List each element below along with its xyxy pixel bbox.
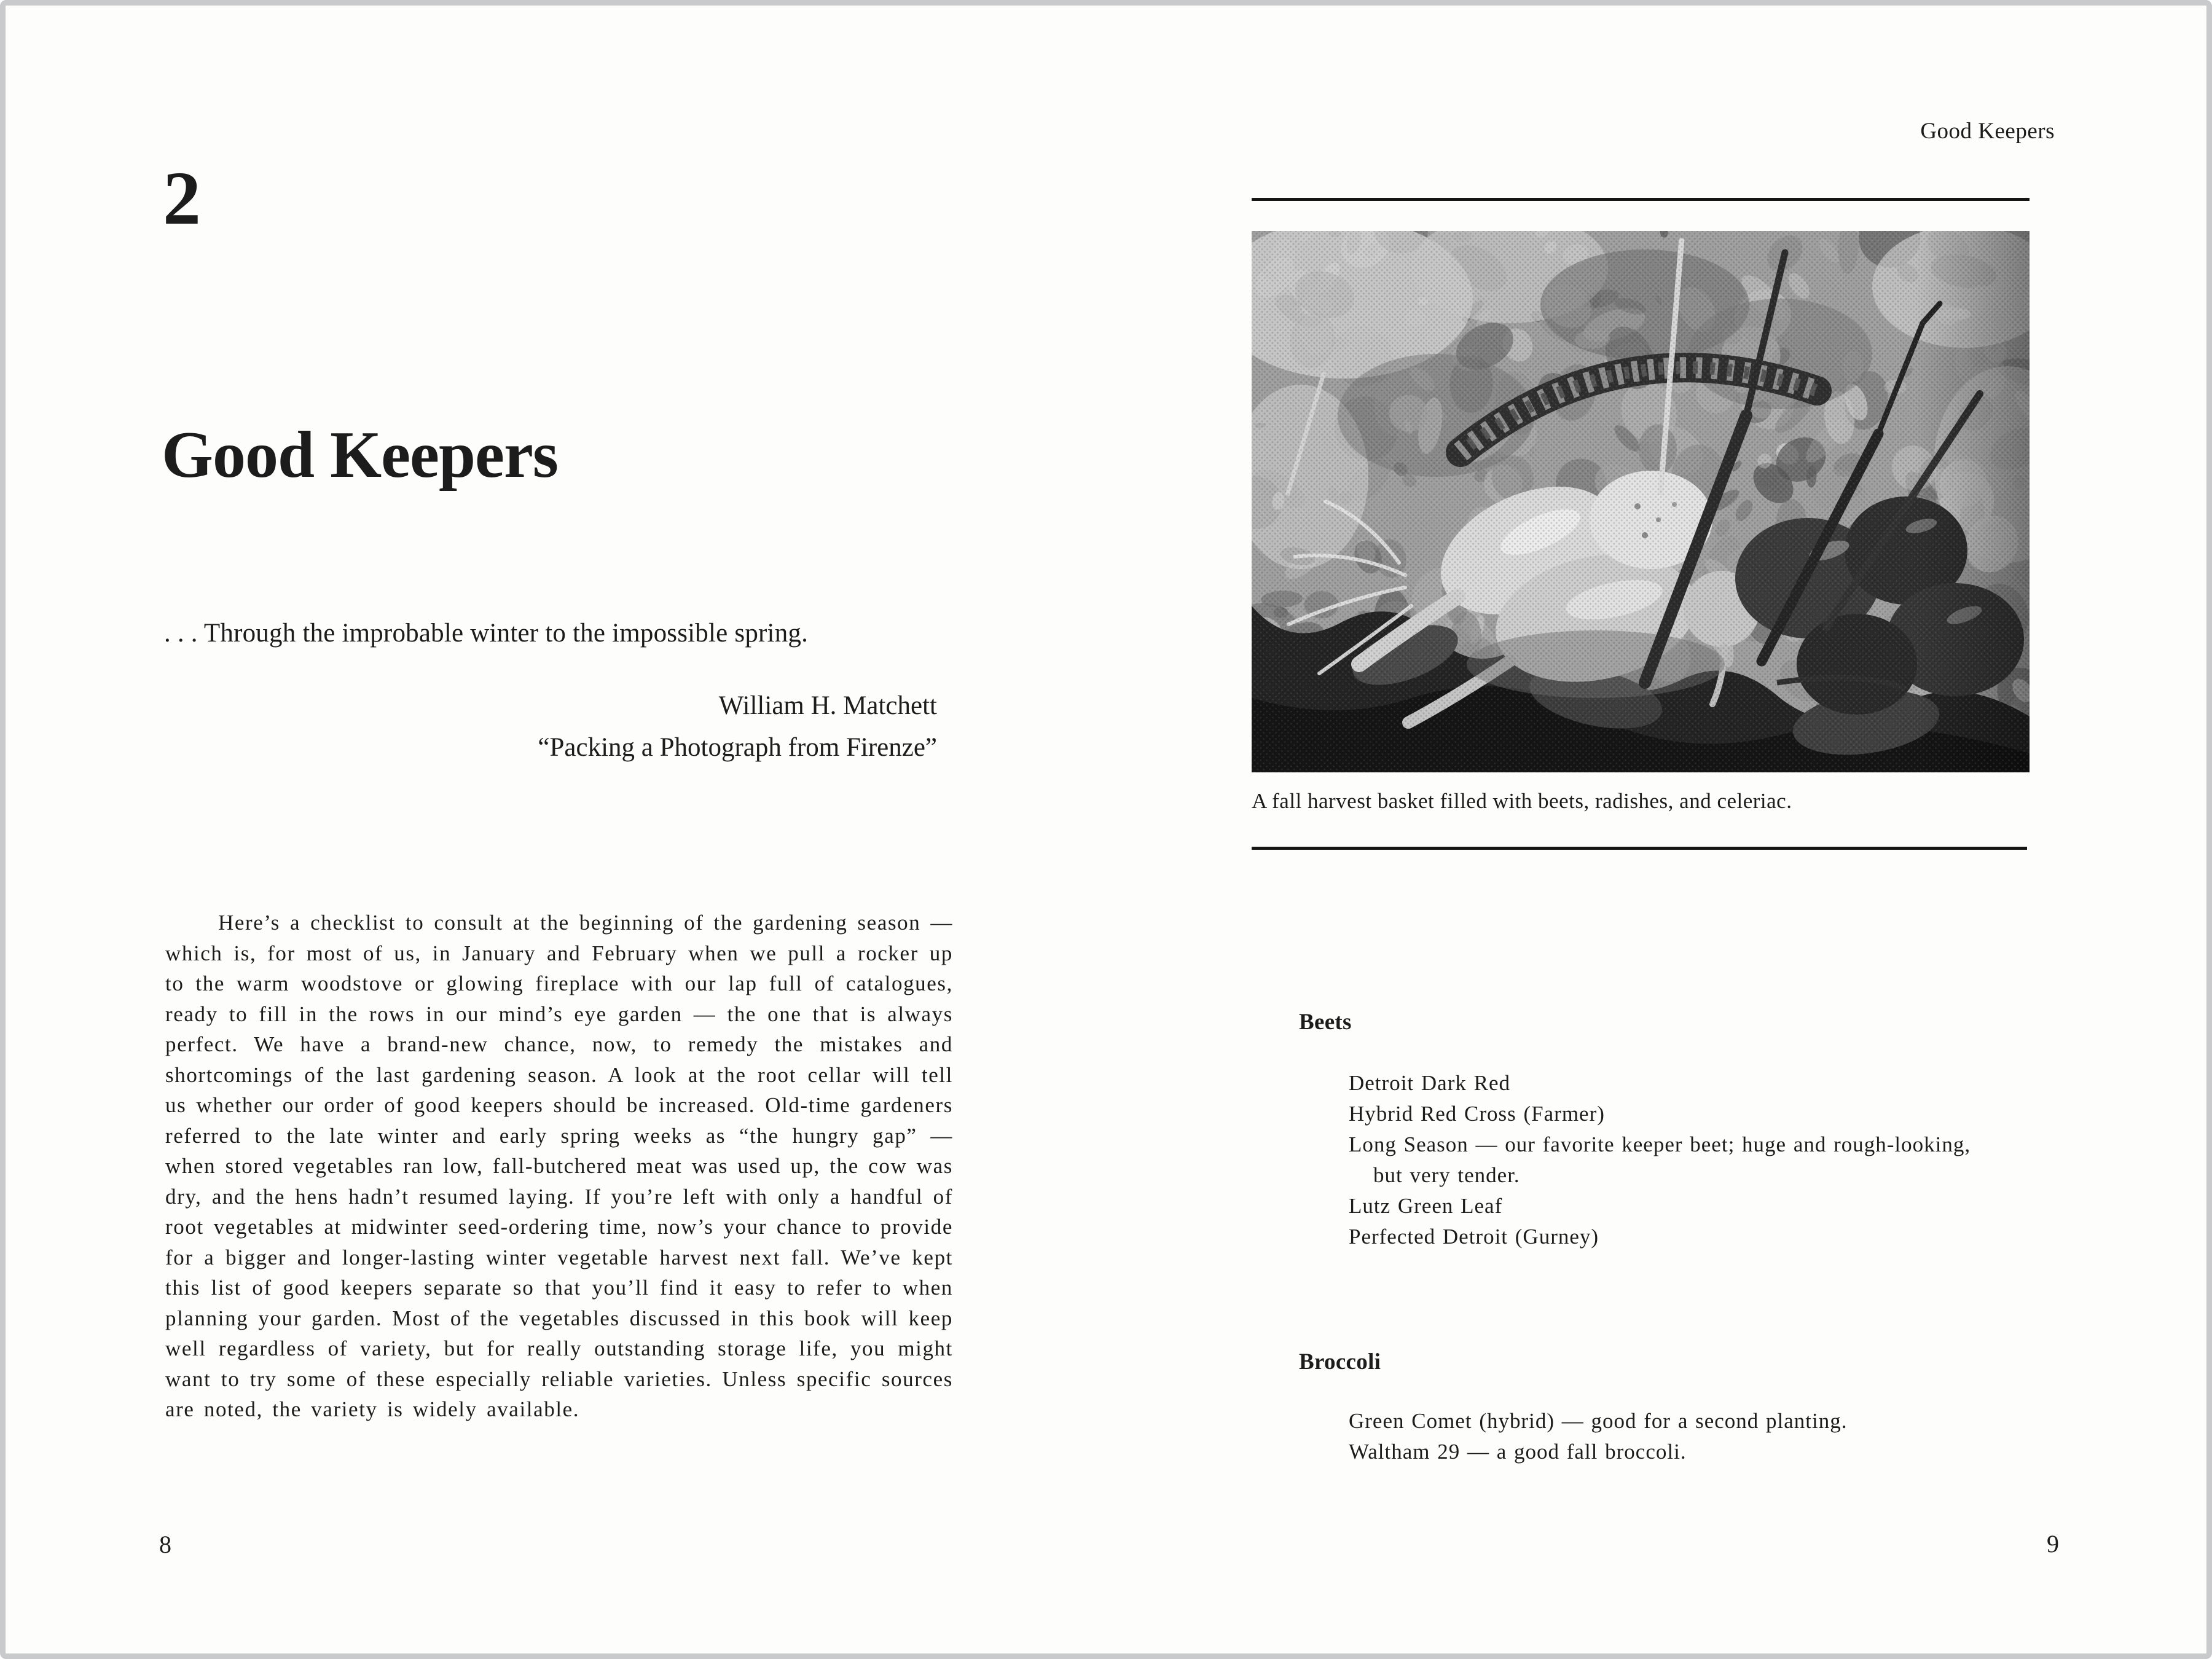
variety-item: Green Comet (hybrid) — good for a second planting. — [1349, 1409, 1848, 1433]
page-number-right: 9 — [2047, 1530, 2059, 1558]
variety-item: Long Season — our favorite keeper beet; huge and rough-looking, but very tender. — [1349, 1132, 1971, 1187]
page-number-left: 8 — [159, 1531, 171, 1558]
body-paragraph: Here’s a checklist to consult at the beginning of the gardening season — which is, for most of us, in January and February when we pull a rocker up to the warm woodstove or glowing fireplace with our lap full of catalogues, ready to fill in the rows in our mind’s eye garden — the one that is always perfect. We have a brand-new chance, now, to remedy the mistakes and shortcomings of the last gardening season. A look at the root cellar will tell us whether our order of good keepers should be increased. Old-time gardeners referred to the late winter and early spring weeks as “the hungry gap” — when stored vegetables ran low, fall-butchered meat was used up, the cow was dry, and the hens hadn’t resumed laying. If you’re left with only a handful of root vegetables at midwinter seed-ordering time, now’s your chance to provide for a bigger and longer-lasting winter vegetable harvest next fall. We’ve kept this list of good keepers separate so that you’ll find it easy to refer to when planning your garden. Most of the vegetables discussed in this book will keep well regardless of variety, but for really outstanding storage life, you might want to try some of these especially reliable varieties. Unless specific sources are noted, the variety is widely available. — [165, 911, 953, 1421]
section-list-broccoli — [1349, 1406, 1988, 1467]
harvest-basket-photo-art — [1252, 231, 2030, 772]
harvest-basket-photo — [1252, 231, 2030, 772]
attribution-author: William H. Matchett — [718, 691, 937, 720]
top-rule — [1252, 198, 2030, 201]
chapter-number: 2 — [163, 156, 201, 240]
section-heading-beets: Beets — [1299, 1010, 1352, 1035]
variety-item: Perfected Detroit (Gurney) — [1349, 1225, 1599, 1249]
variety-item: Waltham 29 — a good fall broccoli. — [1349, 1440, 1687, 1464]
bottom-rule — [1252, 847, 2027, 850]
epigraph-quote: . . . Through the improbable winter to the impossible spring. — [164, 619, 809, 648]
epigraph-attribution — [164, 685, 937, 769]
attribution-source: “Packing a Photograph from Firenze” — [538, 733, 937, 762]
photo-caption: A fall harvest basket filled with beets, radishes, and celeriac. — [1252, 789, 1792, 813]
variety-item: Hybrid Red Cross (Farmer) — [1349, 1102, 1605, 1126]
chapter-title: Good Keepers — [162, 418, 558, 492]
section-heading-broccoli: Broccoli — [1299, 1349, 1381, 1375]
section-list-beets — [1349, 1068, 1988, 1252]
variety-item: Detroit Dark Red — [1349, 1071, 1510, 1095]
variety-item: Lutz Green Leaf — [1349, 1194, 1503, 1218]
running-header: Good Keepers — [1920, 119, 2055, 144]
